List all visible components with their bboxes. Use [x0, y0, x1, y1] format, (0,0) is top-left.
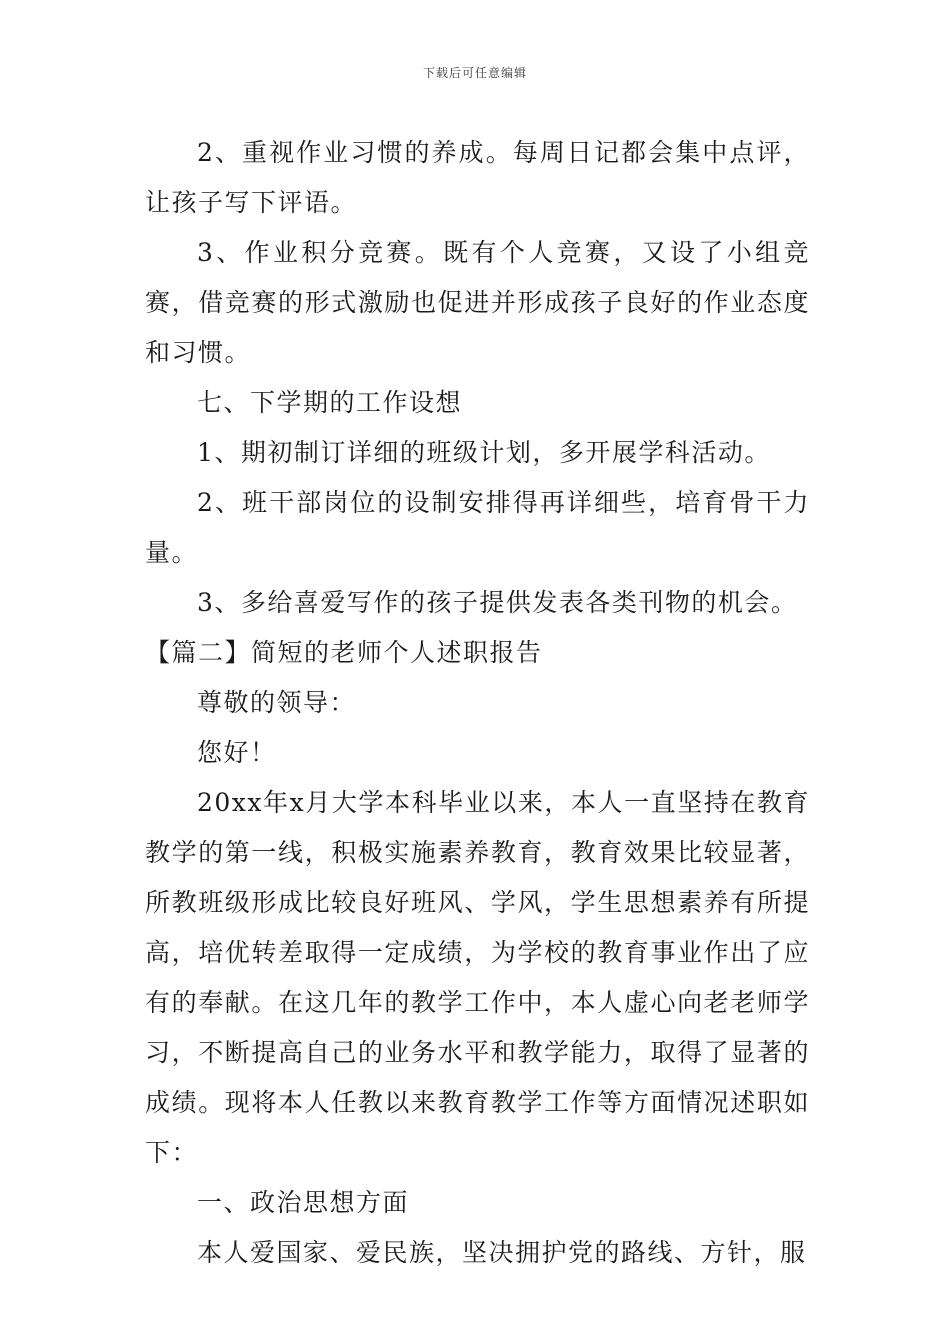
- greeting: 您好！: [197, 738, 277, 767]
- section-heading-next-term: 七、下学期的工作设想: [197, 388, 463, 417]
- paragraph-class-plan: 1、期初制订详细的班级计划，多开展学科活动。: [197, 438, 771, 467]
- article-title: 【篇二】简短的老师个人述职报告: [145, 638, 543, 667]
- document-body: [145, 128, 810, 1278]
- paragraph-writing-opportunities: 3、多给喜爱写作的孩子提供发表各类刊物的机会。: [197, 588, 798, 617]
- paragraph-class-cadres: 2、班干部岗位的设制安排得再详细些，培育骨干力量。: [145, 488, 810, 567]
- paragraph-homework-competition: 3、作业积分竞赛。既有个人竞赛，又设了小组竞赛，借竞赛的形式激励也促进并形成孩子良好的作业态度和习惯。: [145, 238, 810, 367]
- paragraph-introduction: 20xx年x月大学本科毕业以来，本人一直坚持在教育教学的第一线，积极实施素养教育，教育效果比较显著，所教班级形成比较良好班风、学风，学生思想素养有所提高，培优转差取得一定成绩，为学校的教育事业作出了应有的奉献。在这几年的教学工作中，本人虚心向老老师学习，不断提高自己的业务水平和教学能力，取得了显著的成绩。现将本人任教以来教育教学工作等方面情况述职如下：: [145, 788, 810, 1167]
- page-header-note: 下载后可任意编辑: [422, 66, 527, 80]
- paragraph-homework-habit: 2、重视作业习惯的养成。每周日记都会集中点评，让孩子写下评语。: [145, 138, 810, 217]
- paragraph-political: 本人爱国家、爱民族，坚决拥护党的路线、方针，服: [197, 1238, 807, 1267]
- section-heading-political: 一、政治思想方面: [197, 1188, 410, 1217]
- salutation: 尊敬的领导：: [197, 688, 357, 717]
